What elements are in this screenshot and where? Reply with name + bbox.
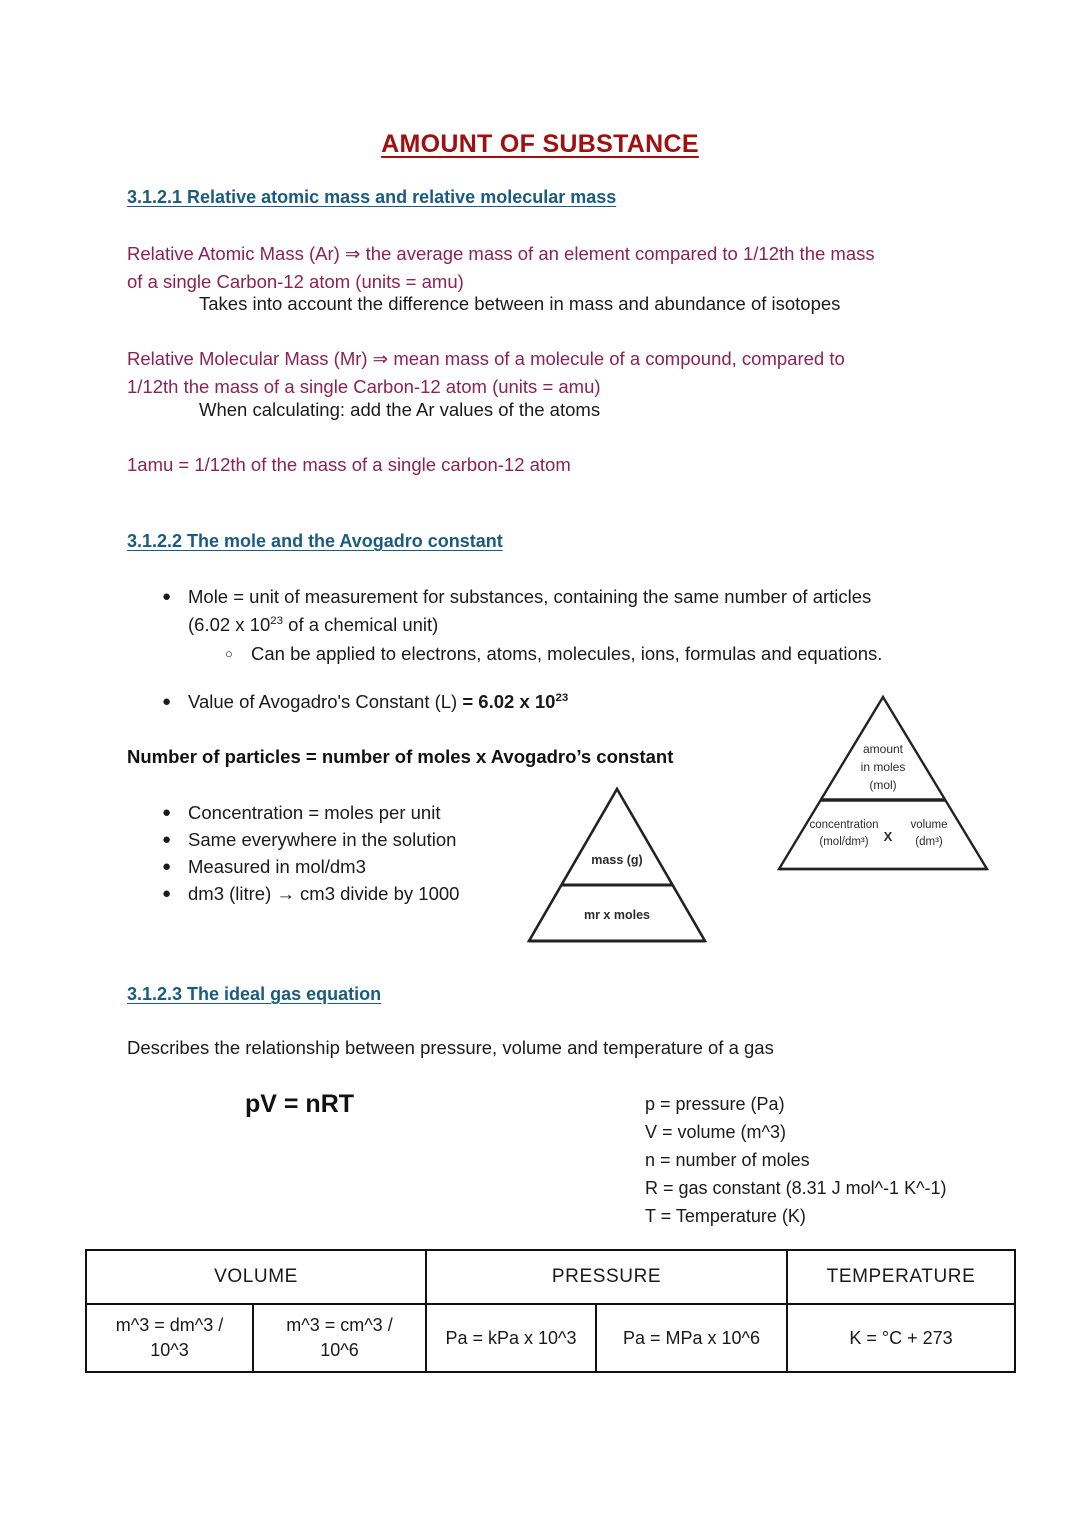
bullet-marker: ●	[162, 804, 172, 821]
number-of-particles-formula: Number of particles = number of moles x Avogadro’s constant	[127, 746, 674, 767]
legend-item-temperature: T = Temperature (K)	[645, 1206, 806, 1226]
table-cell-volume-2-line2: 10^6	[320, 1340, 359, 1360]
mass-triangle-svg	[524, 784, 710, 948]
list-item	[162, 688, 762, 716]
bullet-marker: ●	[162, 831, 172, 848]
concentration-bullet-4: dm3 (litre) → cm3 divide by 1000	[188, 883, 460, 904]
relative-molecular-mass-note: When calculating: add the Ar values of the atoms	[199, 399, 601, 420]
ideal-gas-description: Describes the relationship between pressure, volume and temperature of a gas	[127, 1037, 774, 1058]
list-item	[162, 826, 582, 854]
concentration-triangle-left-line2: (mol/dm³)	[819, 836, 869, 848]
table-cell-pressure-1: Pa = kPa x 10^3	[426, 1304, 596, 1372]
concentration-triangle-right-line2: (dm³)	[915, 836, 943, 848]
avogadro-constant-exponent: 23	[555, 691, 569, 704]
concentration-triangle-svg	[771, 691, 995, 878]
concentration-triangle-right-line1: volume	[910, 819, 948, 831]
mole-definition-line2-post: of a chemical unit)	[283, 614, 439, 635]
mass-triangle-bottom-label: mr x moles	[583, 908, 651, 922]
bullet-marker: ●	[162, 693, 172, 710]
list-item	[162, 880, 582, 908]
table-header-temperature: TEMPERATURE	[787, 1250, 1015, 1304]
table-cell-volume-2-line1: m^3 = cm^3 /	[286, 1315, 393, 1335]
page-title: AMOUNT OF SUBSTANCE	[381, 130, 699, 158]
multiplication-operator-icon: X	[883, 829, 893, 844]
relative-molecular-mass-definition-line1: Relative Molecular Mass (Mr) ⇒ mean mass of a molecule of a compound, compared to	[127, 348, 845, 369]
mass-formula-triangle-diagram	[524, 784, 710, 948]
concentration-formula-triangle-diagram	[771, 691, 995, 878]
bullet-marker: ●	[162, 588, 172, 605]
mole-applied-note: Can be applied to electrons, atoms, molecules, ions, formulas and equations.	[251, 643, 883, 664]
legend-item-volume: V = volume (m^3)	[645, 1122, 786, 1142]
section-heading-3-1-2-2: 3.1.2.2 The mole and the Avogadro constant	[127, 531, 503, 551]
ideal-gas-equation: pV = nRT	[245, 1090, 355, 1118]
relative-atomic-mass-definition-line2: of a single Carbon-12 atom (units = amu)	[127, 271, 464, 292]
legend-item-gas-constant: R = gas constant (8.31 J mol^-1 K^-1)	[645, 1178, 947, 1198]
table-cell-temperature: K = °C + 273	[787, 1304, 1015, 1372]
table-cell-volume-1	[86, 1304, 253, 1372]
table-row	[86, 1304, 1015, 1372]
concentration-triangle-top-line3: (mol)	[869, 778, 897, 792]
mole-definition-line1: Mole = unit of measurement for substances, containing the same number of articles	[188, 586, 872, 607]
concentration-triangle-left-line1: concentration	[809, 819, 879, 831]
section-heading-3-1-2-3: 3.1.2.3 The ideal gas equation	[127, 984, 382, 1004]
table-cell-pressure-2: Pa = MPa x 10^6	[596, 1304, 787, 1372]
table-header-pressure: PRESSURE	[426, 1250, 787, 1304]
relative-molecular-mass-definition-line2: 1/12th the mass of a single Carbon-12 atom (units = amu)	[127, 376, 601, 397]
concentration-bullet-3: Measured in mol/dm3	[188, 856, 366, 877]
list-item	[162, 853, 582, 881]
table-header-row	[86, 1250, 1015, 1304]
legend-item-pressure: p = pressure (Pa)	[645, 1094, 785, 1114]
amu-definition: 1amu = 1/12th of the mass of a single carbon-12 atom	[127, 454, 571, 475]
avogadro-constant-value: = 6.02 x 10	[462, 691, 556, 712]
unit-conversion-table	[85, 1249, 1016, 1373]
legend-item-moles: n = number of moles	[645, 1150, 810, 1170]
table-header-volume: VOLUME	[86, 1250, 426, 1304]
list-item	[162, 583, 952, 639]
table-cell-volume-2	[253, 1304, 426, 1372]
bullet-marker: ●	[162, 858, 172, 875]
table-cell-volume-1-line2: 10^3	[150, 1340, 189, 1360]
list-item	[225, 640, 965, 668]
hollow-bullet-marker: ○	[225, 646, 233, 661]
relative-atomic-mass-definition-line1: Relative Atomic Mass (Ar) ⇒ the average mass of an element compared to 1/12th the mass	[127, 243, 875, 264]
concentration-bullet-2: Same everywhere in the solution	[188, 829, 457, 850]
concentration-triangle-top-line2: in moles	[860, 760, 906, 774]
avogadro-constant-label: Value of Avogadro's Constant (L)	[188, 691, 463, 712]
list-item	[162, 799, 582, 827]
mass-triangle-top-label: mass (g)	[591, 853, 643, 867]
table-cell-volume-1-line1: m^3 = dm^3 /	[115, 1315, 224, 1335]
relative-atomic-mass-note: Takes into account the difference between in mass and abundance of isotopes	[199, 293, 841, 314]
bullet-marker: ●	[162, 885, 172, 902]
section-heading-3-1-2-1: 3.1.2.1 Relative atomic mass and relative molecular mass	[127, 187, 617, 207]
mole-definition-exponent: 23	[270, 614, 284, 627]
mole-definition-line2-pre: (6.02 x 10	[188, 614, 271, 635]
concentration-triangle-top-line1: amount	[862, 742, 904, 756]
concentration-bullet-1: Concentration = moles per unit	[188, 802, 441, 823]
